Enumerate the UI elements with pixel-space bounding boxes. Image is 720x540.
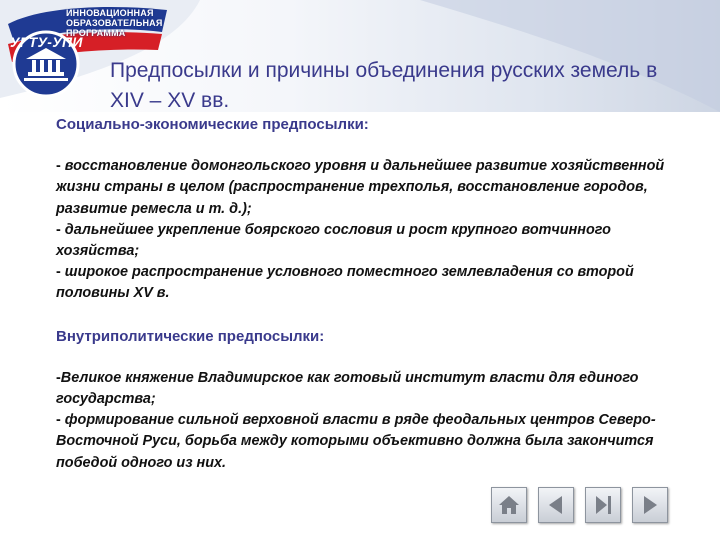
last-button[interactable] xyxy=(585,487,621,523)
list-item: - дальнейшее укрепление боярского сословия и рост крупного вотчинного хозяйства; xyxy=(56,221,611,260)
section-heading-socioeconomic: Социально-экономические предпосылки: xyxy=(56,116,369,133)
home-icon xyxy=(497,494,521,516)
list-item: -Великое княжение Владимирское как готовый институт власти для единого государства; xyxy=(56,369,639,408)
slide-content xyxy=(56,114,684,474)
logo-text: ИННОВАЦИОННАЯ ОБРАЗОВАТЕЛЬНАЯ ПРОГРАММА xyxy=(66,8,163,38)
next-button[interactable] xyxy=(632,487,668,523)
previous-button[interactable] xyxy=(538,487,574,523)
logo-university-name: УГТУ-УПИ xyxy=(10,34,83,50)
previous-icon xyxy=(545,494,567,516)
next-icon xyxy=(639,494,661,516)
slide-title: Предпосылки и причины объединения русских земель в XIV – XV вв. xyxy=(110,59,658,113)
last-icon xyxy=(592,494,614,516)
list-item: - широкое распространение условного поместного землевладения со второй половины XV в. xyxy=(56,264,634,302)
home-button[interactable] xyxy=(491,487,527,523)
list-item: - восстановление домонгольского уровня и дальнейшее развитие хозяйственной жизни страны в целом (распространение трехполья, восстановление городов, развитие ремесла и т. д.); xyxy=(56,158,665,217)
section-heading-political: Внутриполитические предпосылки: xyxy=(56,327,325,345)
list-item: - формирование сильной верховной власти в ряде феодальных центров Северо-Восточной Руси, борьба между которыми объективно должна была закончится победой одного из них. xyxy=(56,412,656,471)
